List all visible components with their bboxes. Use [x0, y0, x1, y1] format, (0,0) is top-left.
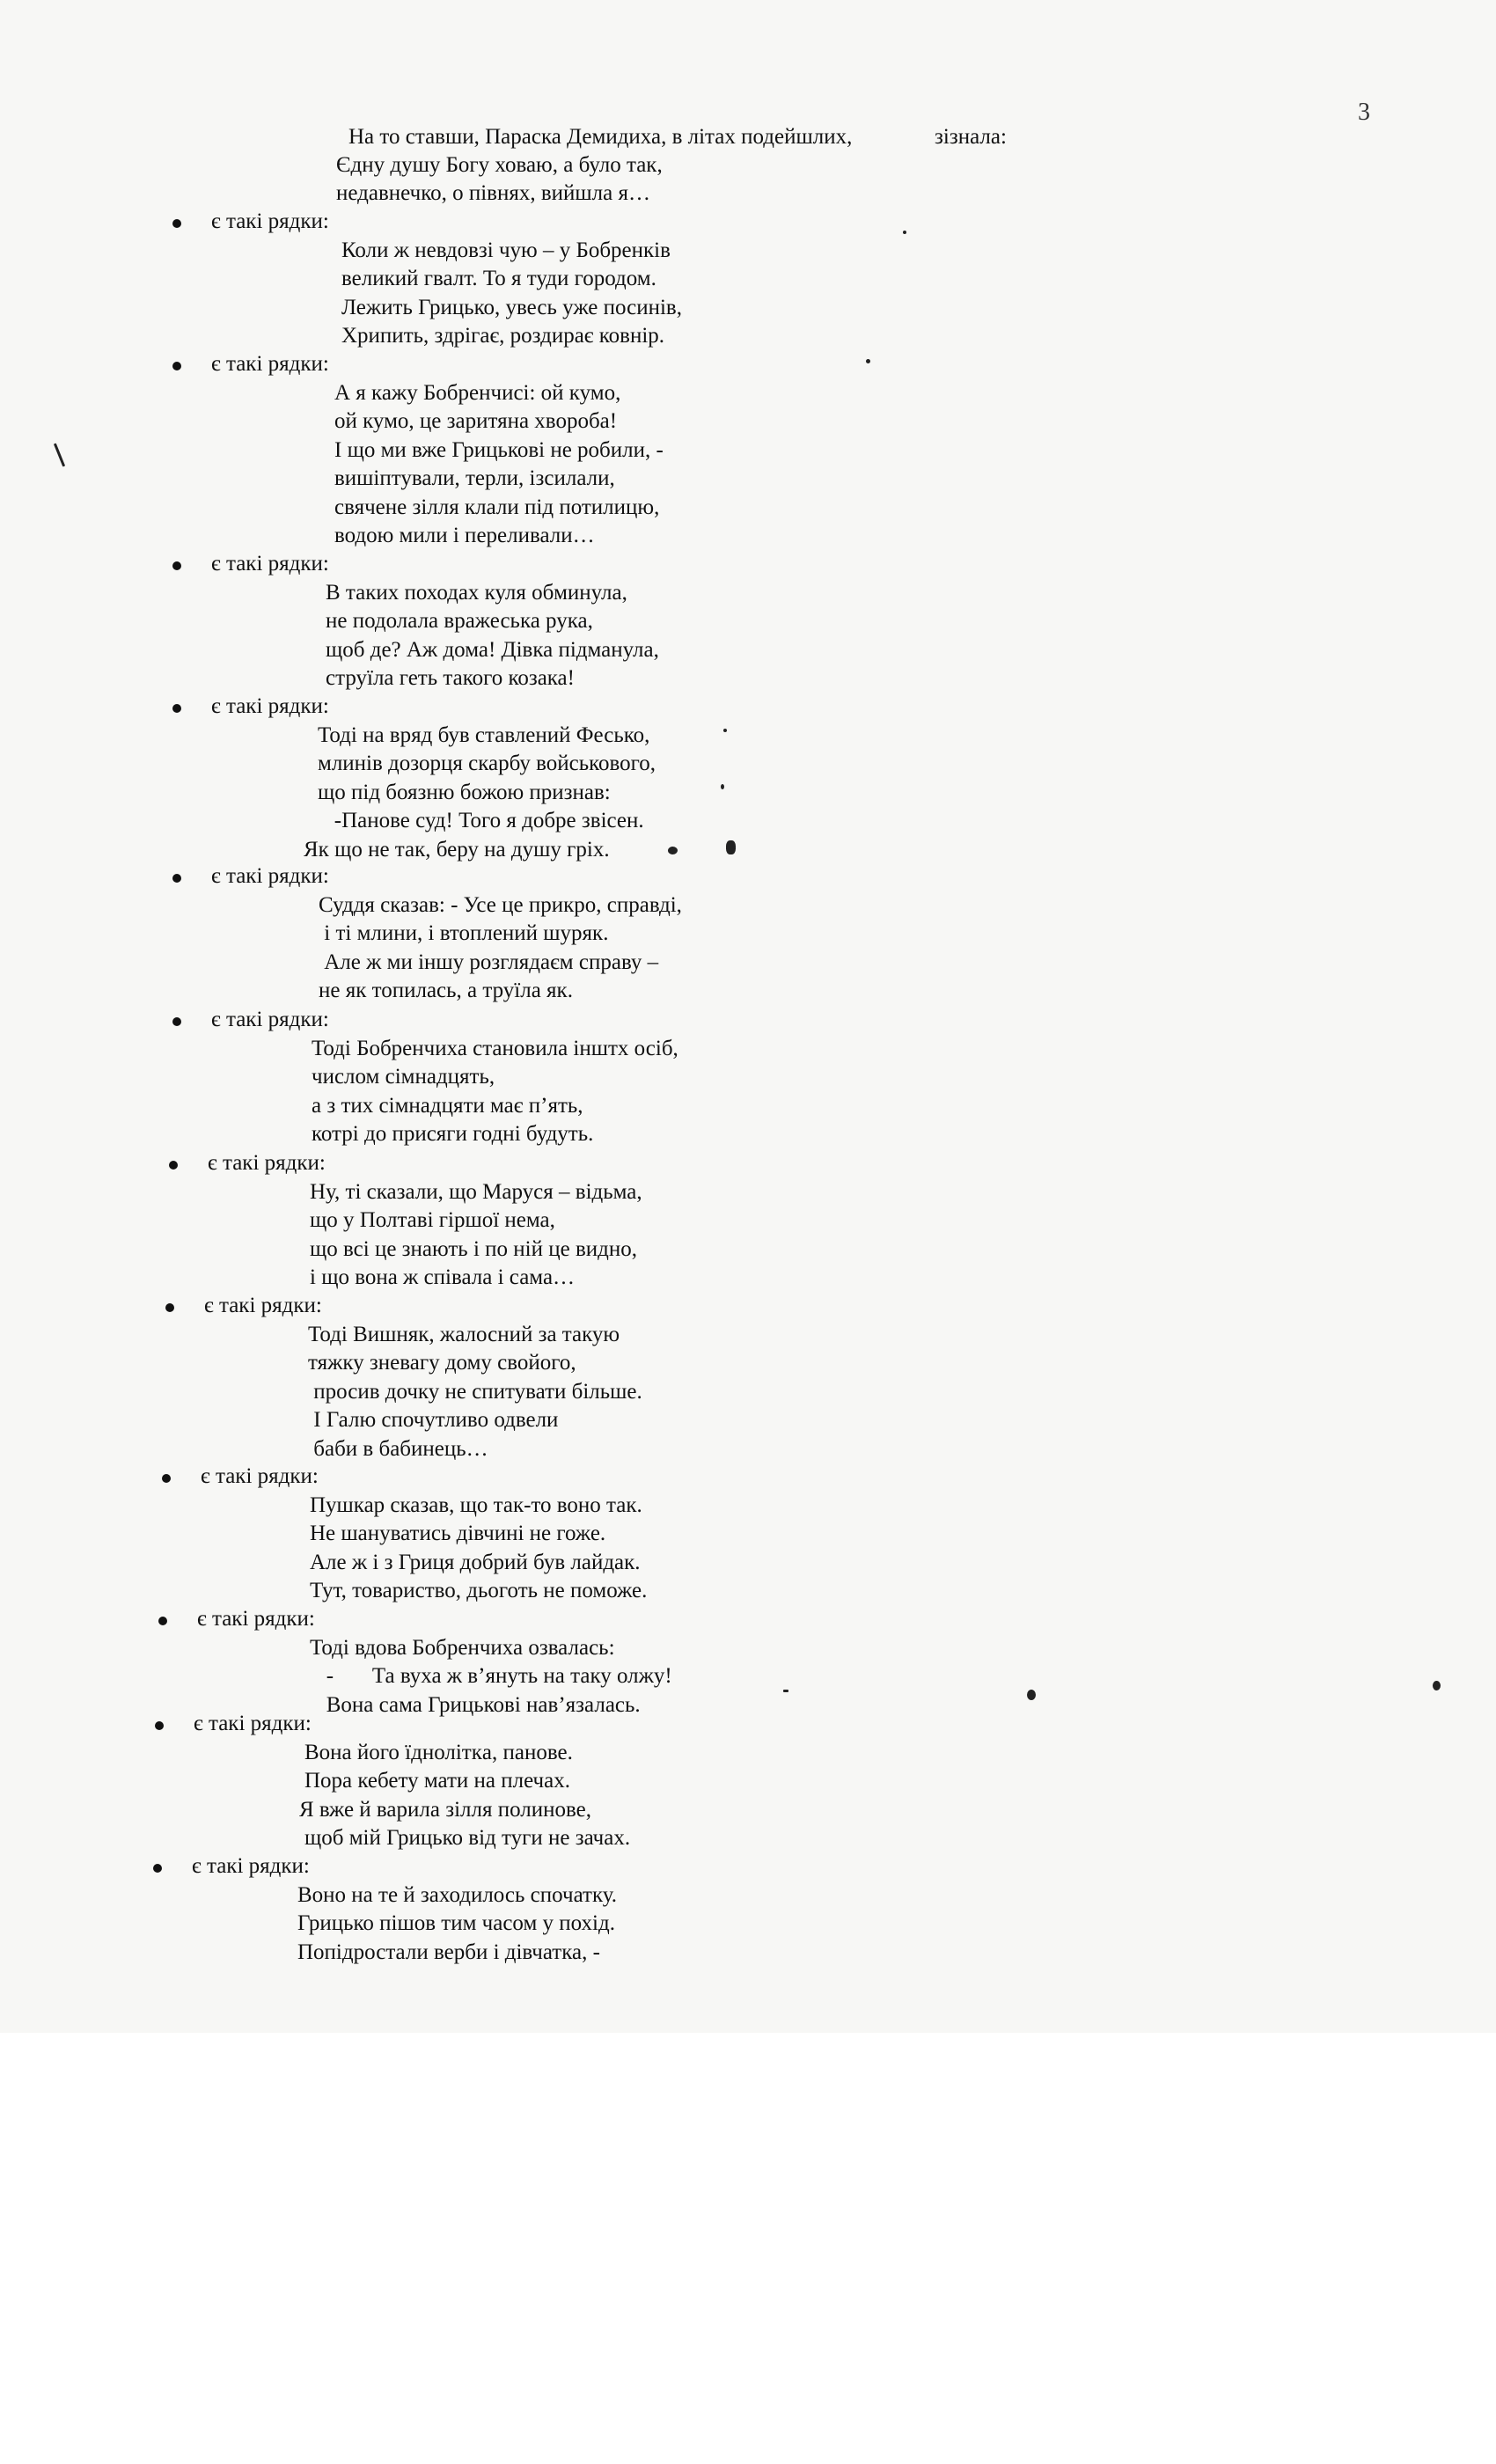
verse-line: вишіптували, терли, ізсилали,: [334, 466, 615, 490]
verse-line: баби в бабинець…: [308, 1436, 488, 1461]
bullet-icon: [162, 1474, 171, 1483]
bullet-icon: [155, 1721, 164, 1730]
verse-line: Тут, товариство, дьоготь не поможе.: [310, 1579, 648, 1602]
section-label: є такі рядки:: [208, 1151, 326, 1175]
scan-speck: [1433, 1681, 1441, 1690]
bullet-icon: [172, 1017, 181, 1026]
verse-line: Грицько пішов тим часом у похід.: [297, 1911, 615, 1935]
verse-line: Тоді Вишняк, жалосний за такую: [308, 1322, 620, 1346]
section-label: є такі рядки:: [197, 1607, 315, 1631]
quote-section: [208, 1149, 642, 1293]
quote-section: [211, 208, 682, 351]
verse-line: - Та вуха ж в’януть на таку олжу!: [310, 1664, 672, 1688]
bullet-icon: [169, 1161, 178, 1170]
verse-line: свячене зілля клали під потилицю,: [334, 495, 660, 519]
verse-line: Воно на те й заходилось спочатку.: [297, 1882, 617, 1907]
verse: [299, 1739, 631, 1853]
intro-line: Єдну душу Богу ховаю, а було так,: [336, 153, 663, 177]
verse-line: ой кумо, це заритяна хвороба!: [334, 409, 618, 433]
intro-block: [336, 123, 1007, 208]
section-label: є такі рядки:: [194, 1712, 312, 1735]
verse-line: Вона сама Грицькові нав’язалась.: [310, 1692, 641, 1717]
verse-line: що під боязню божою признав:: [318, 780, 611, 804]
verse-line: Попідростали верби і дівчатка, -: [297, 1940, 600, 1964]
verse-line: Тоді Бобренчиха становила інштх осіб,: [312, 1036, 678, 1060]
scan-speck: [903, 231, 906, 234]
verse-line: Але ж ми іншу розглядаєм справу –: [319, 950, 659, 974]
verse-line: числом сімнадцять,: [312, 1065, 495, 1089]
verse-line: Як що не так, беру на душу гріх.: [304, 837, 610, 862]
verse-line: Хрипить, здрігає, роздирає ковнір.: [341, 324, 665, 348]
verse: [312, 1035, 678, 1149]
verse-line: І що ми вже Грицькові не робили, -: [334, 437, 664, 462]
verse-line: що всі це знають і по ній це видно,: [310, 1236, 637, 1261]
verse-line: що у Полтаві гіршої нема,: [310, 1208, 555, 1232]
quote-section: [192, 1852, 617, 1967]
scan-speck: [783, 1690, 788, 1692]
verse-line: водою мили і переливали…: [334, 524, 595, 547]
verse-line: Тоді на вряд був ставлений Фесько,: [318, 722, 650, 747]
section-label: є такі рядки:: [211, 209, 329, 233]
bullet-icon: [172, 219, 181, 228]
verse-line: тяжку зневагу дому свойого,: [308, 1351, 576, 1375]
intro-aside: зізнала:: [935, 125, 1007, 149]
section-label: є такі рядки:: [211, 352, 329, 376]
verse-line: струїла геть такого козака!: [326, 666, 575, 690]
bullet-icon: [165, 1303, 174, 1312]
quote-section: [211, 550, 659, 693]
section-label: є такі рядки:: [192, 1854, 310, 1878]
section-label: є такі рядки:: [211, 552, 329, 576]
verse-line: Я вже й варила зілля полинове,: [299, 1797, 592, 1822]
bullet-icon: [172, 362, 181, 370]
verse: [310, 1492, 647, 1606]
verse-line: Але ж і з Гриця добрий був лайдак.: [310, 1550, 641, 1574]
verse-line: Суддя сказав: - Усе це прикро, справді,: [319, 892, 682, 917]
verse: [297, 1881, 617, 1968]
verse-line: не як топилась, а труїла як.: [319, 979, 573, 1002]
section-label: є такі рядки:: [204, 1294, 322, 1317]
verse: [310, 1634, 672, 1720]
scan-speck: [726, 840, 736, 854]
intro-first-line: На то ставши, Параска Демидиха, в літах подейшлих,: [348, 125, 853, 149]
verse-line: і ті млини, і втоплений шуряк.: [319, 921, 609, 945]
quote-section: [201, 1463, 647, 1606]
verse: [319, 891, 682, 1006]
verse-line: і що вона ж співала і сама…: [310, 1265, 576, 1289]
verse-line: Коли ж невдовзі чую – у Бобренків: [341, 238, 671, 262]
bullet-icon: [158, 1617, 167, 1625]
verse-line: Пора кебету мати на плечах.: [304, 1769, 570, 1793]
bullet-icon: [172, 561, 181, 570]
section-label: є такі рядки:: [211, 864, 329, 888]
verse-line: щоб мій Грицько від туги не зачах.: [304, 1826, 631, 1850]
scan-speck: [668, 847, 678, 854]
verse-line: Тоді вдова Бобренчиха озвалась:: [310, 1635, 615, 1660]
verse-line: Ну, ті сказали, що Маруся – відьма,: [310, 1179, 642, 1204]
quote-section: [197, 1605, 672, 1720]
verse: [334, 379, 664, 551]
verse: [341, 237, 682, 351]
verse-line: І Галю спочутливо одвели: [308, 1408, 559, 1432]
verse-line: А я кажу Бобренчисі: ой кумо,: [334, 380, 621, 405]
verse-line: млинів дозорця скарбу войськового,: [318, 752, 656, 775]
scan-speck: [723, 729, 727, 732]
bullet-icon: [153, 1864, 162, 1873]
scan-speck: [54, 443, 65, 466]
verse-line: Вона його їдноліткa, панове.: [304, 1740, 573, 1764]
quote-section: [211, 1006, 678, 1149]
verse: [326, 579, 659, 693]
section-label: є такі рядки:: [211, 694, 329, 718]
scan-speck: [866, 359, 870, 363]
verse-line: просив дочку не спитувати більше.: [308, 1379, 642, 1404]
verse-line: В таких походах куля обминула,: [326, 580, 627, 605]
quote-section: [194, 1710, 630, 1853]
verse: [308, 1321, 642, 1464]
verse: [310, 1178, 642, 1293]
verse-line: -Панове суд! Того я добре звісен.: [318, 809, 644, 832]
section-label: є такі рядки:: [211, 1008, 329, 1031]
quote-section: [204, 1292, 642, 1463]
verse-line: не подолала вражеська рука,: [326, 609, 593, 633]
verse-line: щоб де? Аж дома! Дівка підманула,: [326, 637, 659, 662]
scan-speck: [721, 784, 724, 789]
verse-line: Пушкар сказав, що так-то воно так.: [310, 1492, 642, 1517]
quote-section: [211, 350, 664, 551]
intro-line: недавнечко, о півнях, вийшла я…: [336, 181, 650, 205]
page-number: 3: [1358, 99, 1370, 126]
verse-line: котрі до присяги годні будуть.: [312, 1122, 594, 1146]
quote-section: [211, 693, 656, 864]
verse-line: а з тих сімнадцяти має п’ять,: [312, 1093, 583, 1118]
verse-line: великий гвалт. То я туди городом.: [341, 267, 656, 290]
verse-line: Не шануватись дівчині не гоже.: [310, 1522, 606, 1545]
verse-line: Лежить Грицько, увесь уже посинів,: [341, 295, 682, 319]
bullet-icon: [172, 874, 181, 883]
bullet-icon: [172, 704, 181, 713]
scan-speck: [1027, 1690, 1036, 1700]
section-label: є такі рядки:: [201, 1464, 319, 1488]
verse: [304, 722, 656, 865]
quote-section: [211, 862, 682, 1006]
